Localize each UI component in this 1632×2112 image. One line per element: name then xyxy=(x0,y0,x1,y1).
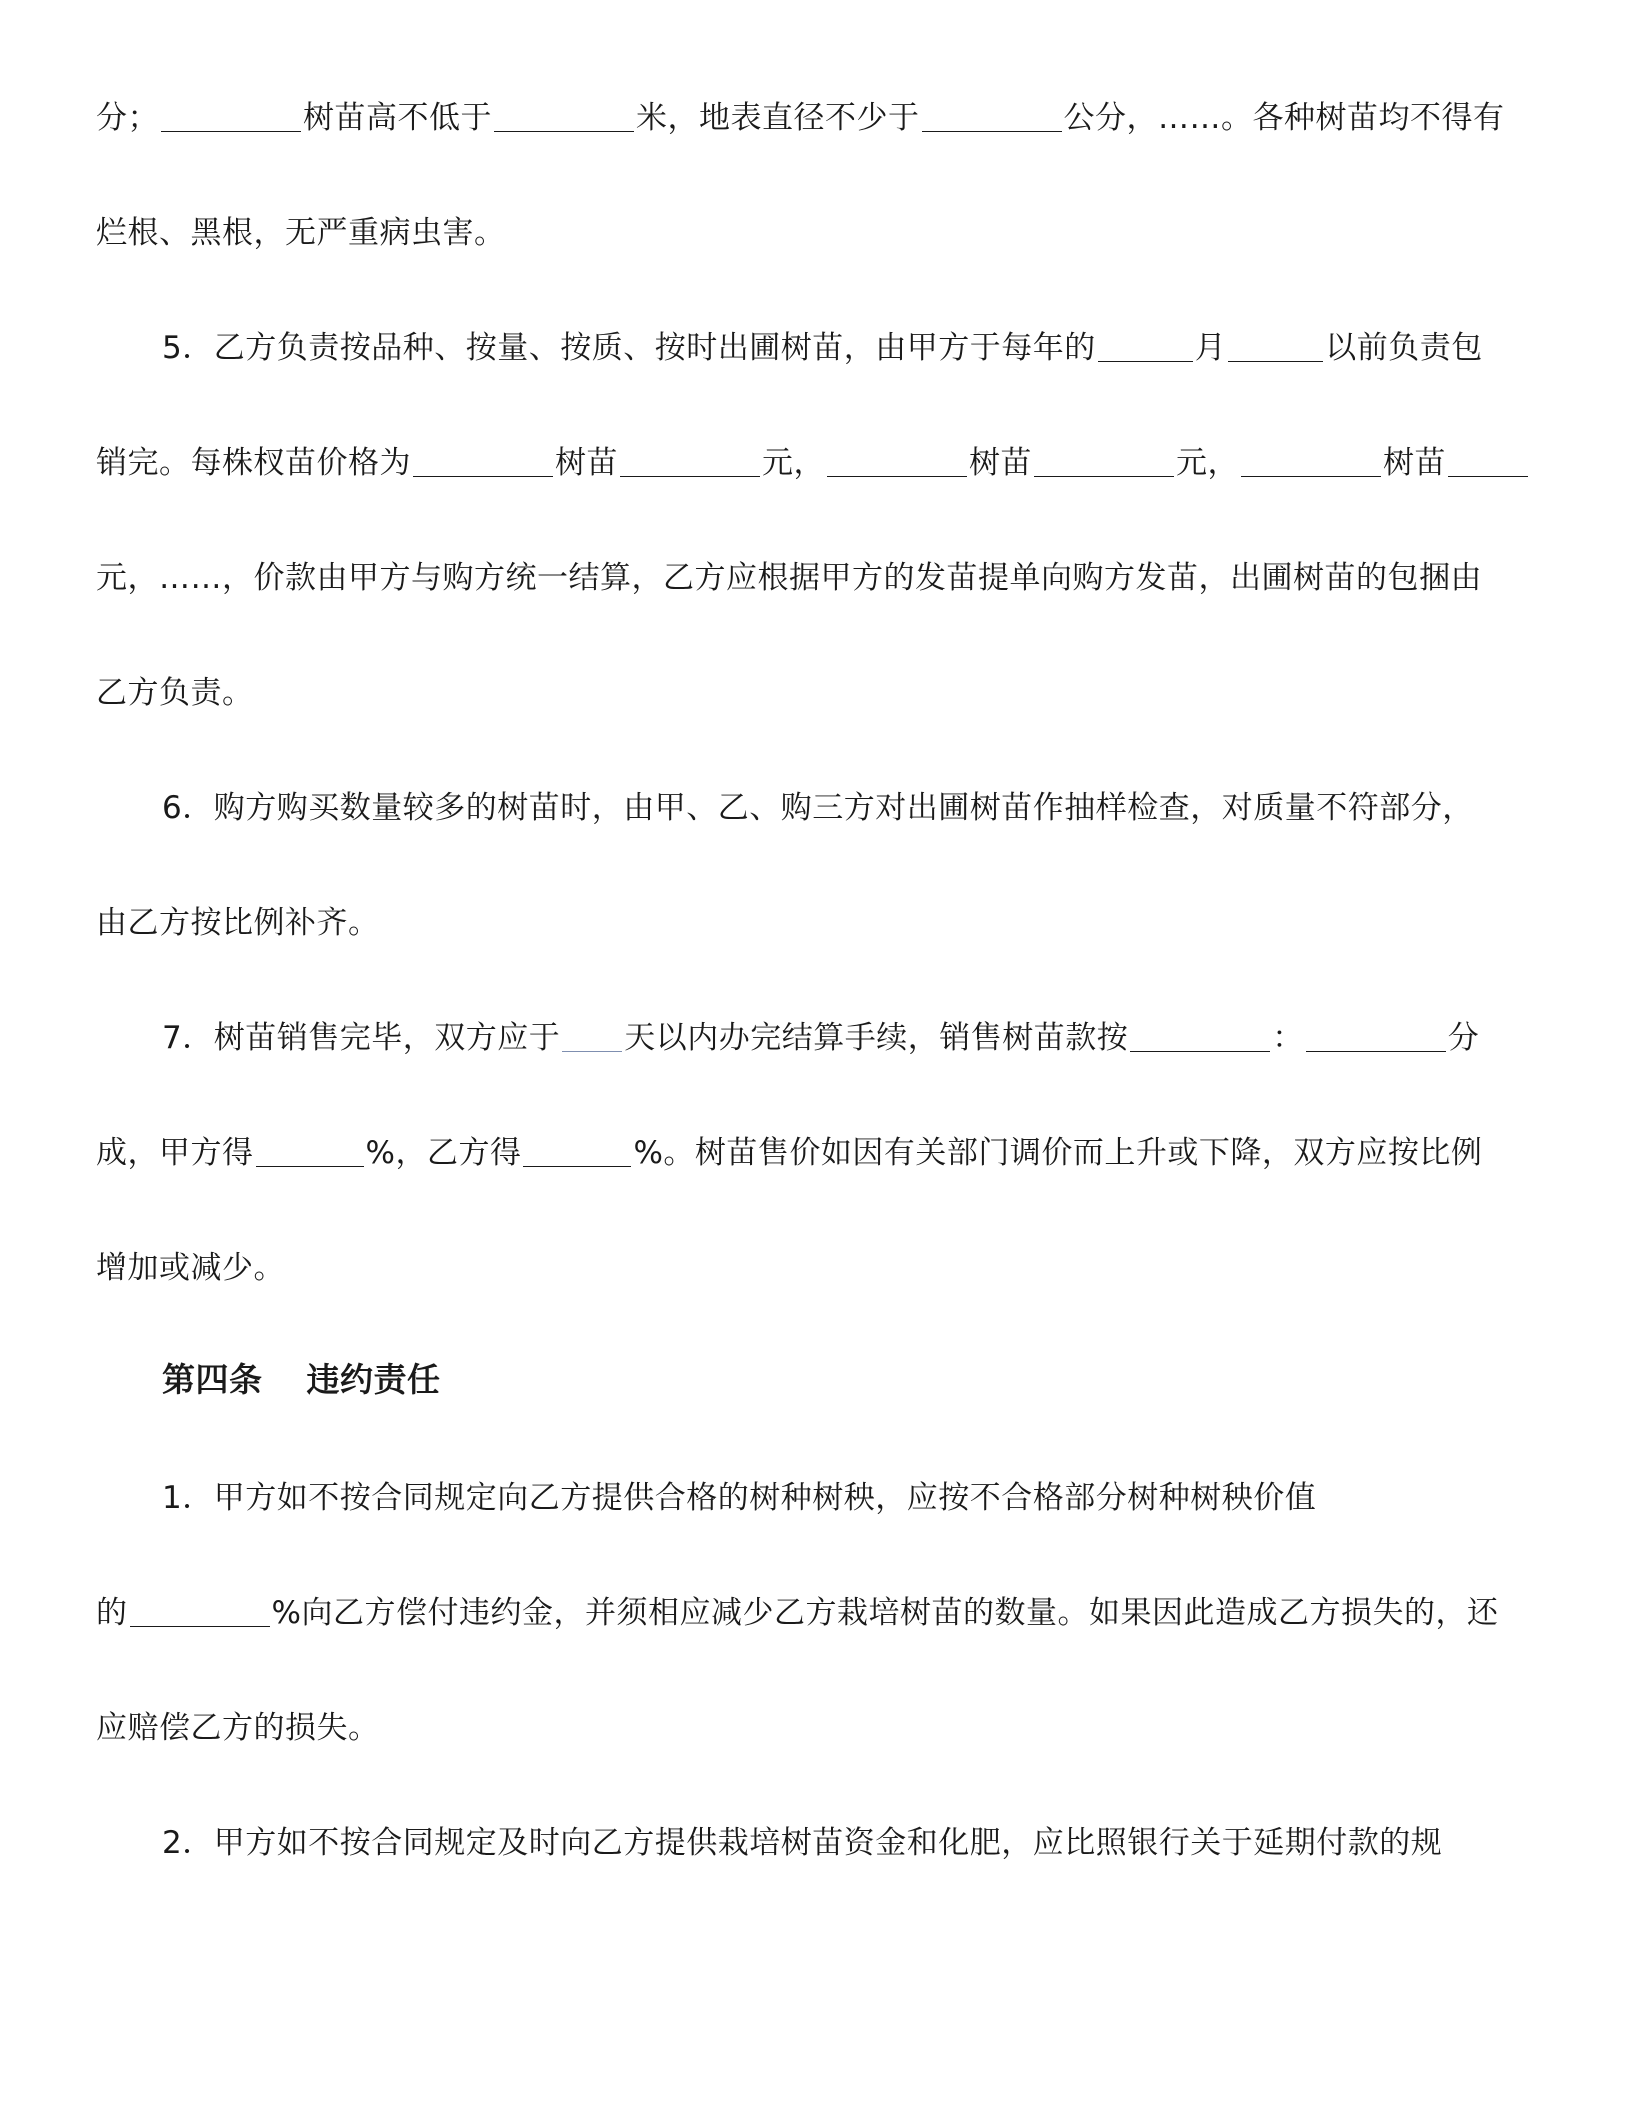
blank-field xyxy=(523,1136,631,1167)
blank-field xyxy=(1228,331,1323,362)
blank-field xyxy=(413,446,553,477)
text-line: 由乙方按比例补齐。 xyxy=(96,905,380,941)
blank-field xyxy=(562,1021,622,1052)
blank-field xyxy=(827,446,967,477)
blank-field xyxy=(1241,446,1381,477)
text-line: 烂根、黑根，无严重病虫害。 xyxy=(96,215,506,251)
blank-field xyxy=(922,101,1062,132)
blank-field xyxy=(1130,1021,1270,1052)
clause-7: 7．树苗销售完毕，双方应于 天以内办完结算手续，销售树苗款按 ： 分 xyxy=(162,1020,1480,1056)
blank-field xyxy=(130,1596,270,1627)
section-heading xyxy=(162,1358,441,1402)
text-line: 成，甲方得 %，乙方得 %。树苗售价如因有关部门调价而上升或下降，双方应按比例 xyxy=(96,1135,1483,1171)
clause-2: 2．甲方如不按合同规定及时向乙方提供栽培树苗资金和化肥，应比照银行关于延期付款的规 xyxy=(162,1825,1443,1861)
blank-field xyxy=(620,446,760,477)
text-line: 应赔偿乙方的损失。 xyxy=(96,1710,380,1746)
heading-title: 违约责任 xyxy=(306,1360,441,1399)
blank-field xyxy=(256,1136,364,1167)
text-line: 元，……，价款由甲方与购方统一结算，乙方应根据甲方的发苗提单向购方发苗，出圃树苗的包捆由 xyxy=(96,560,1482,596)
clause-5: 5．乙方负责按品种、按量、按质、按时出圃树苗，由甲方于每年的 月 以前负责包 xyxy=(162,330,1483,366)
text-line: 乙方负责。 xyxy=(96,675,254,711)
text-line: 销完。每株杈苗价格为 树苗 元， 树苗 元， 树苗 xyxy=(96,441,1530,485)
blank-field xyxy=(494,101,634,132)
text-line: 的 %向乙方偿付违约金，并须相应减少乙方栽培树苗的数量。如果因此造成乙方损失的，还 xyxy=(96,1595,1499,1631)
clause-6: 6．购方购买数量较多的树苗时，由甲、乙、购三方对出圃树苗作抽样检查，对质量不符部分， xyxy=(162,790,1474,826)
blank-field xyxy=(1306,1021,1446,1052)
heading-number: 第四条 xyxy=(162,1360,263,1399)
blank-field xyxy=(1034,446,1174,477)
blank-field xyxy=(1448,446,1528,477)
blank-field xyxy=(161,101,301,132)
blank-field xyxy=(1098,331,1193,362)
text-line: 分； 树苗高不低于 米，地表直径不少于 公分，……。各种树苗均不得有 xyxy=(96,100,1505,136)
clause-1: 1．甲方如不按合同规定向乙方提供合格的树种树秧，应按不合格部分树种树秧价值 xyxy=(162,1480,1317,1516)
text-line: 增加或减少。 xyxy=(96,1250,285,1286)
